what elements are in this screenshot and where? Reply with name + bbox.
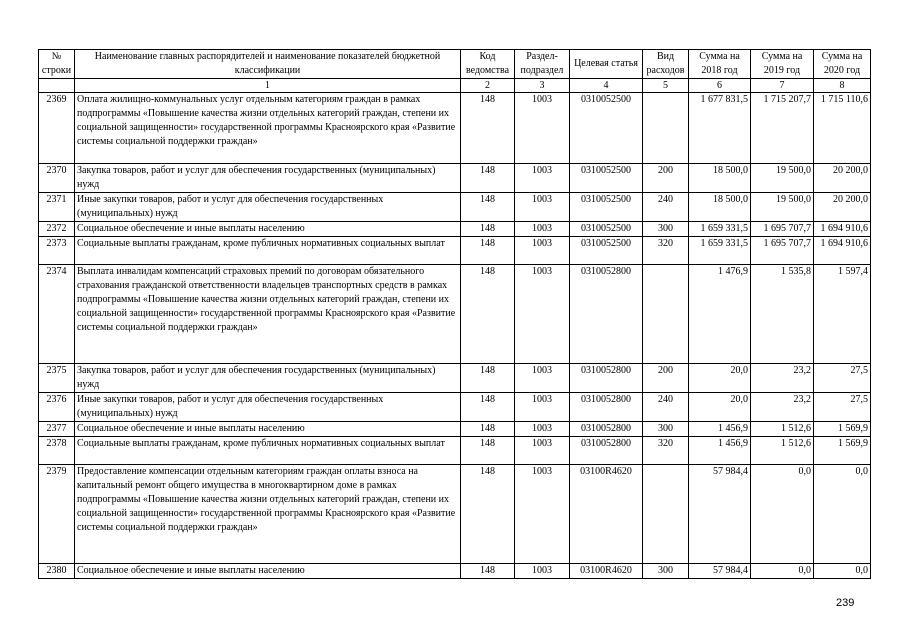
colnum-6: 6: [689, 79, 751, 93]
budget-table: [38, 49, 871, 579]
cell-razdel: 1003: [515, 437, 570, 465]
cell-kod: 148: [461, 393, 515, 422]
table-row: [39, 222, 871, 237]
cell-s2018: 18 500,0: [689, 164, 751, 193]
cell-vid: [643, 465, 689, 564]
cell-s2020: 20 200,0: [814, 164, 871, 193]
cell-s2018: 1 476,9: [689, 265, 751, 364]
cell-num: 2372: [39, 222, 75, 237]
cell-vid: 200: [643, 164, 689, 193]
cell-s2019: 1 715 207,7: [751, 93, 814, 164]
cell-stat: 0310052800: [570, 265, 643, 364]
cell-s2018: 20,0: [689, 393, 751, 422]
cell-vid: 320: [643, 437, 689, 465]
cell-name: Социальное обеспечение и иные выплаты населению: [75, 222, 461, 237]
table-row: [39, 564, 871, 579]
cell-s2019: 19 500,0: [751, 193, 814, 222]
cell-s2018: 1 659 331,5: [689, 222, 751, 237]
cell-name: Иные закупки товаров, работ и услуг для обеспечения государственных (муниципальных) нужд: [75, 193, 461, 222]
page-number: 239: [836, 597, 855, 609]
cell-kod: 148: [461, 164, 515, 193]
cell-s2019: 1 535,8: [751, 265, 814, 364]
cell-stat: 0310052800: [570, 422, 643, 437]
cell-razdel: 1003: [515, 164, 570, 193]
cell-num: 2377: [39, 422, 75, 437]
cell-vid: 320: [643, 237, 689, 265]
header-target-article: Целевая статья: [570, 50, 643, 79]
header-sum-2018: Сумма на 2018 год: [689, 50, 751, 79]
cell-kod: 148: [461, 265, 515, 364]
table-row: [39, 164, 871, 193]
table-row: [39, 237, 871, 265]
table-row: [39, 393, 871, 422]
cell-vid: [643, 265, 689, 364]
cell-name: Оплата жилищно-коммунальных услуг отдельным категориям граждан в рамках подпрограммы «Повышение качества жизни отдельных категорий граждан, степени их социальной защищенности» государственной программы Красноярского края «Развитие системы социальной поддержки граждан»: [75, 93, 461, 164]
cell-vid: 200: [643, 364, 689, 393]
cell-kod: 148: [461, 437, 515, 465]
cell-s2020: 0,0: [814, 564, 871, 579]
cell-s2020: 0,0: [814, 465, 871, 564]
cell-s2019: 23,2: [751, 364, 814, 393]
cell-s2020: 27,5: [814, 364, 871, 393]
cell-s2020: 1 715 110,6: [814, 93, 871, 164]
cell-name: Социальное обеспечение и иные выплаты населению: [75, 564, 461, 579]
cell-s2018: 1 456,9: [689, 437, 751, 465]
cell-s2018: 1 659 331,5: [689, 237, 751, 265]
cell-s2019: 23,2: [751, 393, 814, 422]
cell-stat: 0310052800: [570, 437, 643, 465]
cell-num: 2374: [39, 265, 75, 364]
header-department-code: Код ведомства: [461, 50, 515, 79]
colnum-4: 4: [570, 79, 643, 93]
table-row: [39, 265, 871, 364]
table-row: [39, 364, 871, 393]
cell-num: 2369: [39, 93, 75, 164]
cell-stat: 03100R4620: [570, 465, 643, 564]
cell-vid: 240: [643, 193, 689, 222]
cell-stat: 0310052500: [570, 237, 643, 265]
cell-razdel: 1003: [515, 465, 570, 564]
cell-s2018: 57 984,4: [689, 564, 751, 579]
cell-s2018: 1 677 831,5: [689, 93, 751, 164]
table-row: [39, 437, 871, 465]
cell-kod: 148: [461, 364, 515, 393]
cell-stat: 03100R4620: [570, 564, 643, 579]
colnum-8: 8: [814, 79, 871, 93]
cell-s2019: 1 512,6: [751, 437, 814, 465]
colnum-5: 5: [643, 79, 689, 93]
cell-name: Иные закупки товаров, работ и услуг для обеспечения государственных (муниципальных) нужд: [75, 393, 461, 422]
cell-s2018: 20,0: [689, 364, 751, 393]
cell-name: Выплата инвалидам компенсаций страховых премий по договорам обязательного страхования гражданской ответственности владельцев транспортных средств в рамках подпрограммы «Повышение качества жизни отдельных категорий граждан, степени их социальной защищенности» государственной программы Красноярского края «Развитие системы социальной поддержки граждан»: [75, 265, 461, 364]
cell-razdel: 1003: [515, 393, 570, 422]
cell-s2020: 1 694 910,6: [814, 237, 871, 265]
cell-num: 2370: [39, 164, 75, 193]
cell-num: 2376: [39, 393, 75, 422]
cell-num: 2375: [39, 364, 75, 393]
cell-razdel: 1003: [515, 564, 570, 579]
cell-s2018: 57 984,4: [689, 465, 751, 564]
cell-name: Социальное обеспечение и иные выплаты населению: [75, 422, 461, 437]
colnum-7: 7: [751, 79, 814, 93]
cell-vid: 300: [643, 422, 689, 437]
header-name: Наименование главных распорядителей и наименование показателей бюджетной классификации: [75, 50, 461, 79]
cell-s2020: 1 569,9: [814, 437, 871, 465]
cell-name: Закупка товаров, работ и услуг для обеспечения государственных (муниципальных) нужд: [75, 364, 461, 393]
cell-s2020: 20 200,0: [814, 193, 871, 222]
colnum-2: 2: [461, 79, 515, 93]
cell-vid: 240: [643, 393, 689, 422]
table-row: [39, 422, 871, 437]
header-row: [39, 50, 871, 79]
cell-stat: 0310052500: [570, 193, 643, 222]
cell-stat: 0310052500: [570, 222, 643, 237]
column-number-row: [39, 79, 871, 93]
cell-s2019: 1 695 707,7: [751, 222, 814, 237]
cell-razdel: 1003: [515, 237, 570, 265]
cell-razdel: 1003: [515, 422, 570, 437]
cell-kod: 148: [461, 237, 515, 265]
cell-s2020: 27,5: [814, 393, 871, 422]
cell-s2020: 1 569,9: [814, 422, 871, 437]
cell-num: 2379: [39, 465, 75, 564]
cell-s2019: 0,0: [751, 564, 814, 579]
cell-s2019: 0,0: [751, 465, 814, 564]
header-sum-2020: Сумма на 2020 год: [814, 50, 871, 79]
cell-name: Закупка товаров, работ и услуг для обеспечения государственных (муниципальных) нужд: [75, 164, 461, 193]
cell-razdel: 1003: [515, 222, 570, 237]
cell-num: 2371: [39, 193, 75, 222]
colnum-3: 3: [515, 79, 570, 93]
header-row-number: № строки: [39, 50, 75, 79]
cell-s2019: 19 500,0: [751, 164, 814, 193]
cell-kod: 148: [461, 564, 515, 579]
cell-kod: 148: [461, 422, 515, 437]
cell-razdel: 1003: [515, 265, 570, 364]
cell-name: Социальные выплаты гражданам, кроме публичных нормативных социальных выплат: [75, 237, 461, 265]
cell-vid: 300: [643, 564, 689, 579]
table-row: [39, 193, 871, 222]
cell-s2018: 1 456,9: [689, 422, 751, 437]
cell-kod: 148: [461, 93, 515, 164]
cell-razdel: 1003: [515, 93, 570, 164]
cell-stat: 0310052500: [570, 93, 643, 164]
cell-stat: 0310052500: [570, 164, 643, 193]
header-section: Раздел-подраздел: [515, 50, 570, 79]
cell-s2018: 18 500,0: [689, 193, 751, 222]
cell-stat: 0310052800: [570, 393, 643, 422]
colnum-1: 1: [75, 79, 461, 93]
cell-s2020: 1 694 910,6: [814, 222, 871, 237]
cell-razdel: 1003: [515, 364, 570, 393]
cell-razdel: 1003: [515, 193, 570, 222]
table-row: [39, 93, 871, 164]
cell-name: Социальные выплаты гражданам, кроме публичных нормативных социальных выплат: [75, 437, 461, 465]
table-row: [39, 465, 871, 564]
cell-s2019: 1 512,6: [751, 422, 814, 437]
cell-vid: [643, 93, 689, 164]
cell-vid: 300: [643, 222, 689, 237]
cell-kod: 148: [461, 193, 515, 222]
cell-s2019: 1 695 707,7: [751, 237, 814, 265]
cell-kod: 148: [461, 465, 515, 564]
cell-name: Предоставление компенсации отдельным категориям граждан оплаты взноса на капитальный ремонт общего имущества в многоквартирном доме в рамках подпрограммы «Повышение качества жизни отдельных категорий граждан, степени их социальной защищенности» государственной программы Красноярского края «Развитие системы социальной поддержки граждан»: [75, 465, 461, 564]
cell-num: 2378: [39, 437, 75, 465]
header-sum-2019: Сумма на 2019 год: [751, 50, 814, 79]
cell-num: 2373: [39, 237, 75, 265]
header-expense-type: Вид расходов: [643, 50, 689, 79]
colnum-0: [39, 79, 75, 93]
cell-num: 2380: [39, 564, 75, 579]
cell-stat: 0310052800: [570, 364, 643, 393]
cell-kod: 148: [461, 222, 515, 237]
cell-s2020: 1 597,4: [814, 265, 871, 364]
